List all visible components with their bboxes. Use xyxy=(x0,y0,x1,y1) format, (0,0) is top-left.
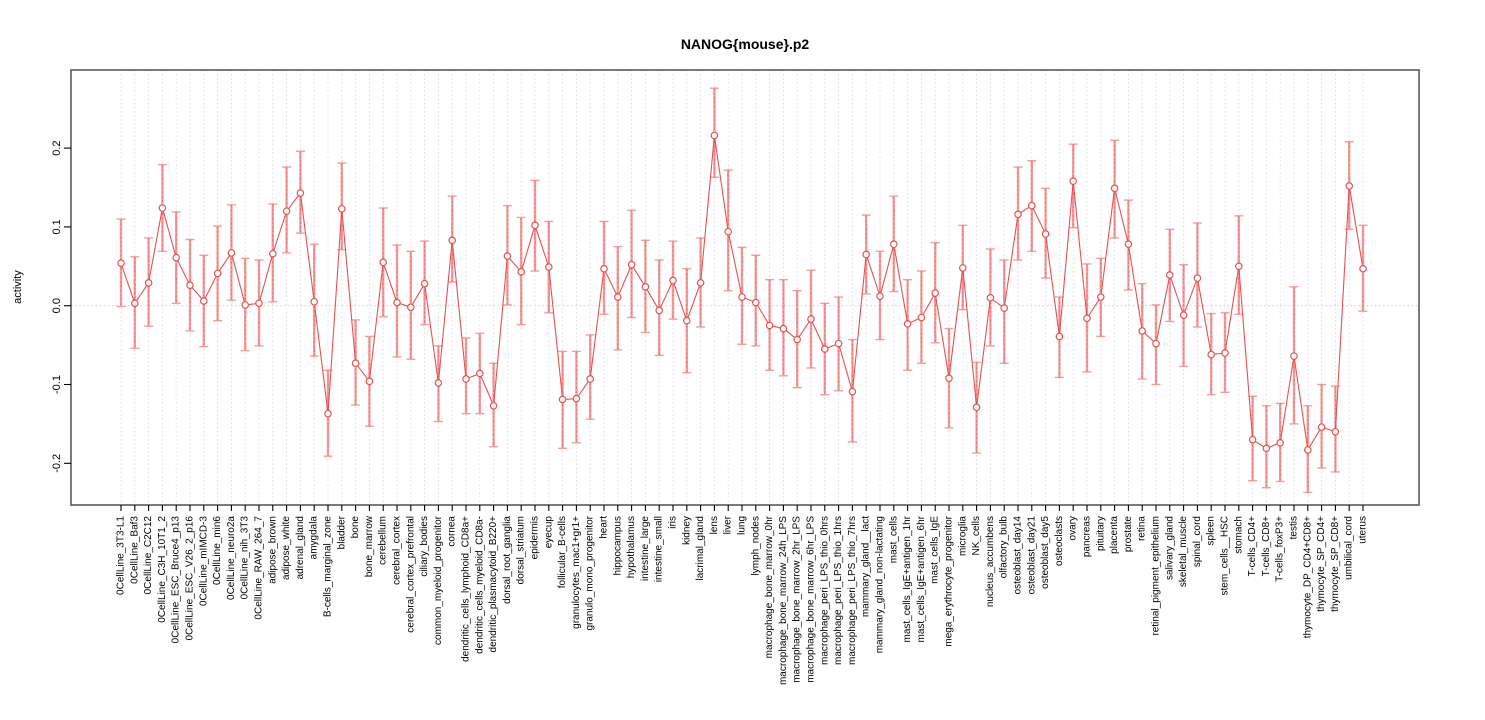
data-point xyxy=(1360,265,1366,271)
data-point xyxy=(1346,183,1352,189)
data-point xyxy=(794,336,800,342)
x-tick-label: eyecup xyxy=(543,516,555,549)
x-tick-label: common_myeloid_progenitor xyxy=(432,516,444,645)
data-point xyxy=(573,395,579,401)
data-point xyxy=(256,300,262,306)
data-point xyxy=(808,316,814,322)
x-tick-label: 0CellLine_C3H_10T1_2 xyxy=(156,516,168,623)
data-point xyxy=(1249,436,1255,442)
data-point xyxy=(684,317,690,323)
data-point xyxy=(352,360,358,366)
data-point xyxy=(118,260,124,266)
x-tick-label: macrophage_peri_LPS_thio_7hrs xyxy=(846,516,858,665)
data-point xyxy=(463,376,469,382)
x-tick-label: liver xyxy=(722,516,734,535)
x-tick-label: osteoblast_day21 xyxy=(1026,516,1038,595)
y-tick-label: 0.2 xyxy=(51,140,63,156)
x-tick-label: follicular_B-cells xyxy=(557,516,569,589)
data-point xyxy=(214,270,220,276)
x-tick-label: cerebral_cortex_prefrontal xyxy=(405,516,417,633)
x-tick-label: 0CellLine_neuro2a xyxy=(225,516,237,600)
data-point xyxy=(587,376,593,382)
x-tick-label: pancreas xyxy=(1081,516,1093,558)
x-tick-label: stomach xyxy=(1233,516,1245,554)
x-tick-label: lymph_nodes xyxy=(750,516,762,576)
x-tick-label: 0CellLine_min6 xyxy=(212,516,224,585)
x-tick-label: osteoclasts xyxy=(1053,516,1065,567)
data-point xyxy=(642,284,648,290)
data-point xyxy=(753,299,759,305)
data-point xyxy=(946,375,952,381)
data-point xyxy=(339,206,345,212)
x-tick-label: mast_cells_IgE+antigen_6hr xyxy=(915,516,927,643)
data-point xyxy=(435,380,441,386)
data-point xyxy=(877,293,883,299)
data-point xyxy=(187,282,193,288)
x-tick-label: skeletal_muscle xyxy=(1178,516,1190,588)
x-tick-label: microglia xyxy=(957,516,969,557)
x-tick-label: lens xyxy=(708,516,720,535)
x-tick-label: mast_cells xyxy=(888,516,900,564)
x-tick-label: dorsal_striatum xyxy=(515,516,527,585)
x-tick-label: 0CellLine_Baf3 xyxy=(129,516,141,584)
data-point xyxy=(1084,315,1090,321)
data-point xyxy=(904,321,910,327)
x-tick-label: thymocyte_SP_CD8+ xyxy=(1329,516,1341,612)
x-tick-label: salivary_gland xyxy=(1164,516,1176,580)
x-tick-label: prostate xyxy=(1122,516,1134,553)
x-tick-label: retina xyxy=(1136,516,1148,542)
data-point xyxy=(532,222,538,228)
data-point xyxy=(918,314,924,320)
x-tick-label: retinal_pigment_epithelium xyxy=(1150,516,1162,636)
data-point xyxy=(1291,353,1297,359)
data-point xyxy=(766,322,772,328)
data-point xyxy=(1305,447,1311,453)
x-tick-label: epidermis xyxy=(529,516,541,560)
x-tick-label: mast_cells_IgE+antigen_1hr xyxy=(902,516,914,643)
chart-title: NANOG{mouse}.p2 xyxy=(680,36,810,52)
data-point xyxy=(1042,231,1048,237)
data-point xyxy=(849,388,855,394)
data-point xyxy=(228,250,234,256)
x-tick-label: mast_cells_IgE xyxy=(929,516,941,584)
data-point xyxy=(615,294,621,300)
data-point xyxy=(1001,305,1007,311)
data-point xyxy=(1194,275,1200,281)
x-tick-label: macrophage_peri_LPS_thio_1hrs xyxy=(833,516,845,665)
data-point xyxy=(201,298,207,304)
x-tick-label: granulocytes_mac1+gr1+ xyxy=(570,516,582,629)
x-tick-label: bone_marrow xyxy=(363,516,375,578)
x-tick-label: testis xyxy=(1288,516,1300,540)
data-point xyxy=(1277,440,1283,446)
data-point xyxy=(1070,178,1076,184)
x-tick-label: macrophage_bone_marrow_6hr_LPS xyxy=(805,516,817,683)
data-point xyxy=(518,269,524,275)
x-tick-label: 0CellLine_C2C12 xyxy=(143,516,155,595)
data-point xyxy=(1180,312,1186,318)
data-point xyxy=(780,325,786,331)
data-point xyxy=(1167,272,1173,278)
data-point xyxy=(987,295,993,301)
x-tick-label: macrophage_peri_LPS_thio_0hrs xyxy=(819,516,831,665)
data-point xyxy=(490,403,496,409)
data-point xyxy=(1125,241,1131,247)
x-tick-label: iris xyxy=(667,516,679,529)
x-tick-label: uterus xyxy=(1357,516,1369,544)
data-point xyxy=(421,280,427,286)
data-point xyxy=(559,396,565,402)
data-point xyxy=(1029,202,1035,208)
data-point xyxy=(283,208,289,214)
x-tick-label: 0CellLine_3T3-L1 xyxy=(115,516,127,595)
x-tick-label: heart xyxy=(598,516,610,539)
data-point xyxy=(477,370,483,376)
data-point xyxy=(242,302,248,308)
data-point xyxy=(366,378,372,384)
y-tick-label: -0.2 xyxy=(51,453,63,473)
data-point xyxy=(159,205,165,211)
x-tick-label: bone xyxy=(350,516,362,539)
data-point xyxy=(1111,185,1117,191)
x-tick-label: T-cells_CD8+ xyxy=(1260,516,1272,577)
data-point xyxy=(270,250,276,256)
x-tick-label: spleen xyxy=(1205,516,1217,546)
data-point xyxy=(297,190,303,196)
x-tick-label: T-cells_CD4+ xyxy=(1247,516,1259,577)
data-point xyxy=(1332,429,1338,435)
x-tick-label: thymocyte_DP_CD4+CD8+ xyxy=(1302,516,1314,639)
data-point xyxy=(1222,350,1228,356)
x-tick-label: B-cells_marginal_zone xyxy=(322,516,334,618)
x-tick-label: adipose_white xyxy=(281,516,293,580)
data-point xyxy=(891,241,897,247)
x-tick-label: osteoblast_day5 xyxy=(1040,516,1052,589)
x-tick-label: macrophage_bone_marrow_0hr xyxy=(764,516,776,659)
x-tick-label: adipose_brown xyxy=(267,516,279,584)
x-tick-label: ciliary_bodies xyxy=(419,516,431,577)
x-tick-label: kidney xyxy=(681,516,693,545)
data-point xyxy=(656,307,662,313)
data-point xyxy=(1236,263,1242,269)
x-tick-label: 0CellLine_nih_3T3 xyxy=(239,516,251,600)
data-point xyxy=(1153,340,1159,346)
x-tick-label: mammary_gland_non-lactating xyxy=(874,516,886,654)
x-tick-label: NK_cells xyxy=(971,516,983,556)
x-tick-label: granulo_mono_progenitor xyxy=(584,516,596,631)
x-tick-label: cerebellum xyxy=(377,516,389,565)
data-point xyxy=(725,228,731,234)
data-point xyxy=(1318,424,1324,430)
data-point xyxy=(973,404,979,410)
x-tick-label: placenta xyxy=(1109,516,1121,554)
data-point xyxy=(394,299,400,305)
x-tick-label: 0CellLine_RAW_264_7 xyxy=(253,516,265,620)
data-point xyxy=(408,304,414,310)
data-point xyxy=(863,251,869,257)
x-tick-label: adrenal_gland xyxy=(294,516,306,580)
data-point xyxy=(1098,294,1104,300)
x-tick-label: dendritic_cells_myeloid_CD8a- xyxy=(474,516,486,654)
x-tick-label: mammary_gland__lact xyxy=(860,516,872,618)
data-point xyxy=(628,262,634,268)
x-tick-label: intestine_small xyxy=(653,516,665,583)
x-tick-label: dendritic_plasmacytoid_B220+ xyxy=(488,516,500,653)
data-point xyxy=(601,265,607,271)
data-point xyxy=(670,277,676,283)
x-tick-label: spinal_cord xyxy=(1191,516,1203,568)
x-tick-label: umbilical_cord xyxy=(1343,516,1355,580)
data-point xyxy=(449,237,455,243)
x-tick-label: pituitary xyxy=(1095,516,1107,552)
data-point xyxy=(1139,328,1145,334)
data-point xyxy=(173,254,179,260)
data-point xyxy=(1263,445,1269,451)
data-point xyxy=(145,280,151,286)
data-point xyxy=(960,265,966,271)
x-tick-label: intestine_large xyxy=(639,516,651,582)
data-point xyxy=(835,340,841,346)
x-tick-label: bladder xyxy=(336,516,348,550)
y-tick-label: 0.0 xyxy=(51,298,63,314)
data-point xyxy=(311,299,317,305)
data-point xyxy=(325,410,331,416)
x-tick-label: macrophage_bone_marrow_24h_LPS xyxy=(777,516,789,686)
x-tick-label: cornea xyxy=(446,516,458,547)
data-point xyxy=(711,132,717,138)
x-tick-label: nucleus_accumbens xyxy=(984,516,996,608)
x-tick-label: 0CellLine_ESC_V26_2_p16 xyxy=(184,516,196,641)
data-point xyxy=(504,253,510,259)
y-tick-label: -0.1 xyxy=(51,375,63,394)
data-point xyxy=(546,264,552,270)
x-tick-label: 0CellLine_ESC_Bruce4_p13 xyxy=(170,516,182,644)
x-tick-label: osteoblast_day14 xyxy=(1012,516,1024,595)
x-tick-label: macrophage_bone_marrow_2hr_LPS xyxy=(791,516,803,683)
x-tick-label: stem_cells__HSC xyxy=(1219,516,1231,596)
x-tick-label: hippocampus xyxy=(612,516,624,576)
x-tick-label: T-cells_foxP3+ xyxy=(1274,516,1286,582)
x-tick-label: amygdala xyxy=(308,516,320,560)
x-tick-label: ovary xyxy=(1067,516,1079,541)
data-point xyxy=(1208,351,1214,357)
x-tick-label: lacrimal_gland xyxy=(695,516,707,581)
x-tick-label: 0CellLine_mIMCD-3 xyxy=(198,516,210,607)
data-point xyxy=(932,290,938,296)
data-point xyxy=(132,300,138,306)
y-tick-label: 0.1 xyxy=(51,219,63,235)
y-axis-label: activity xyxy=(12,270,25,304)
x-tick-label: dendritic_cells_lymphoid_CD8a+ xyxy=(460,516,472,662)
x-tick-label: olfactory_bulb xyxy=(998,515,1010,579)
x-tick-label: mega_erythrocyte_progenitor xyxy=(943,516,955,647)
data-point xyxy=(1056,333,1062,339)
data-point xyxy=(739,294,745,300)
x-tick-label: thymocyte_SP_CD4+ xyxy=(1316,516,1328,612)
x-tick-label: dorsal_root_ganglia xyxy=(501,516,513,604)
data-point xyxy=(822,346,828,352)
x-tick-label: lung xyxy=(736,516,748,535)
data-point xyxy=(380,259,386,265)
x-tick-label: cerebral_cortex xyxy=(391,516,403,585)
data-point xyxy=(1015,211,1021,217)
data-point xyxy=(697,280,703,286)
x-tick-label: hypothalamus xyxy=(626,516,638,579)
